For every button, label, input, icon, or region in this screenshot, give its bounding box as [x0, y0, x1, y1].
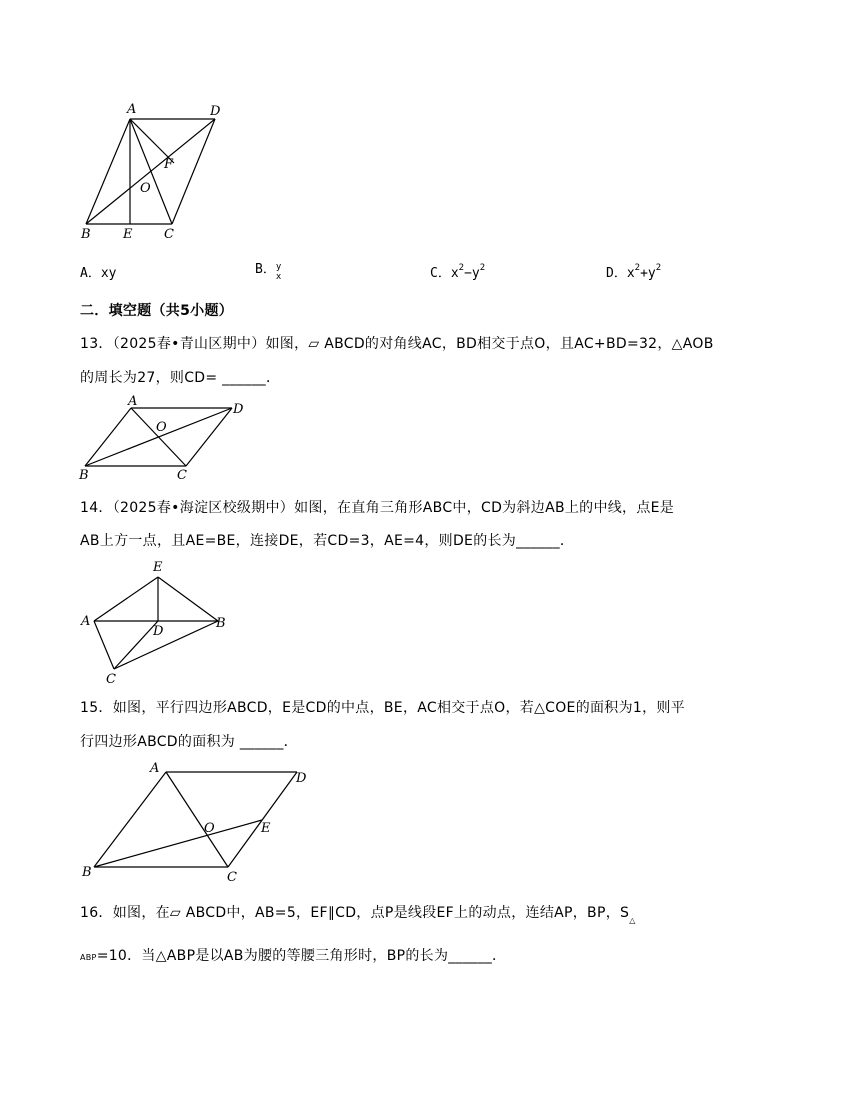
fig15-label-a: A	[150, 761, 160, 776]
fig12-label-d: D	[210, 104, 221, 119]
q13-line2: 的周长为27，则CD= ______．	[80, 370, 281, 386]
figure-q12	[76, 100, 236, 242]
fig13-label-b: B	[79, 468, 89, 483]
q16-triangle-subscript: △	[629, 916, 636, 925]
option-b	[255, 258, 281, 282]
option-d-x: x	[626, 266, 635, 281]
fig12-label-c: C	[164, 227, 174, 242]
option-c-exp1: 2	[458, 263, 465, 273]
section-title: 二．填空题（共5小题）	[80, 303, 234, 319]
fig15-label-b: B	[82, 865, 92, 880]
fig12-label-b: B	[81, 227, 91, 242]
figure-q13	[76, 393, 256, 483]
fig14-label-d: D	[153, 624, 164, 639]
option-c	[430, 262, 485, 281]
fig14-label-b: B	[216, 616, 226, 631]
fig14-label-a: A	[81, 614, 91, 629]
q16-line1-text: 16．如图，在▱ ABCD中，AB=5，EF∥CD，点P是线段EF上的动点，连结AP，BP，S	[80, 905, 630, 921]
fig13-label-d: D	[233, 402, 244, 417]
fig15-label-o: O	[204, 821, 215, 836]
fig13-label-o: O	[156, 420, 167, 435]
fig12-label-e: E	[123, 227, 133, 242]
fig12-label-o: O	[140, 181, 151, 196]
q16-line2-text: =10．当△ABP是以AB为腰的等腰三角形时，BP的长为______．	[96, 948, 507, 964]
option-b-denominator: x	[275, 272, 282, 282]
fig14-label-c: C	[106, 672, 116, 685]
option-c-mid: −y	[464, 266, 480, 281]
q15-line2: 行四边形ABCD的面积为 ______．	[80, 734, 298, 750]
option-a	[80, 262, 116, 281]
q14-line2: AB上方一点，且AE=BE，连接DE，若CD=3，AE=4，则DE的长为______．	[80, 533, 575, 549]
fig15-label-d: D	[296, 771, 307, 786]
option-a-value: xy	[100, 266, 117, 281]
option-c-x: x	[450, 266, 459, 281]
option-d-label: D．	[606, 266, 627, 281]
fig14-label-e: E	[153, 560, 163, 575]
option-d-exp2: 2	[655, 263, 662, 273]
fig12-label-f: F	[164, 157, 174, 172]
option-c-label: C．	[430, 266, 451, 281]
option-d	[606, 262, 661, 281]
option-d-exp1: 2	[634, 263, 641, 273]
option-a-label: A．	[80, 266, 101, 281]
option-b-label: B．	[255, 262, 276, 277]
q13-line1: 13．（2025春•青山区期中）如图，▱ ABCD的对角线AC，BD相交于点O，且AC+BD=32，△AOB	[80, 336, 714, 352]
option-c-exp2: 2	[479, 263, 486, 273]
option-b-fraction	[276, 262, 281, 282]
option-d-mid: +y	[640, 266, 656, 281]
option-b-numerator: y	[275, 262, 282, 272]
q16-abp-subscript: ABP	[80, 953, 97, 962]
fig12-label-a: A	[127, 102, 137, 117]
figure-q14	[78, 557, 238, 685]
fig15-label-c: C	[227, 870, 237, 885]
q16-line2	[80, 945, 506, 965]
q15-line1: 15．如图，平行四边形ABCD，E是CD的中点，BE，AC相交于点O，若△COE的面积为1，则平	[80, 700, 685, 716]
figure-q15	[76, 758, 316, 888]
fig15-label-e: E	[261, 821, 271, 836]
fig13-label-a: A	[128, 394, 138, 409]
q14-line1: 14．（2025春•海淀区校级期中）如图，在直角三角形ABC中，CD为斜边AB上的中线，点E是	[80, 500, 675, 516]
fig13-label-c: C	[177, 468, 187, 483]
q16-line1	[80, 902, 636, 925]
